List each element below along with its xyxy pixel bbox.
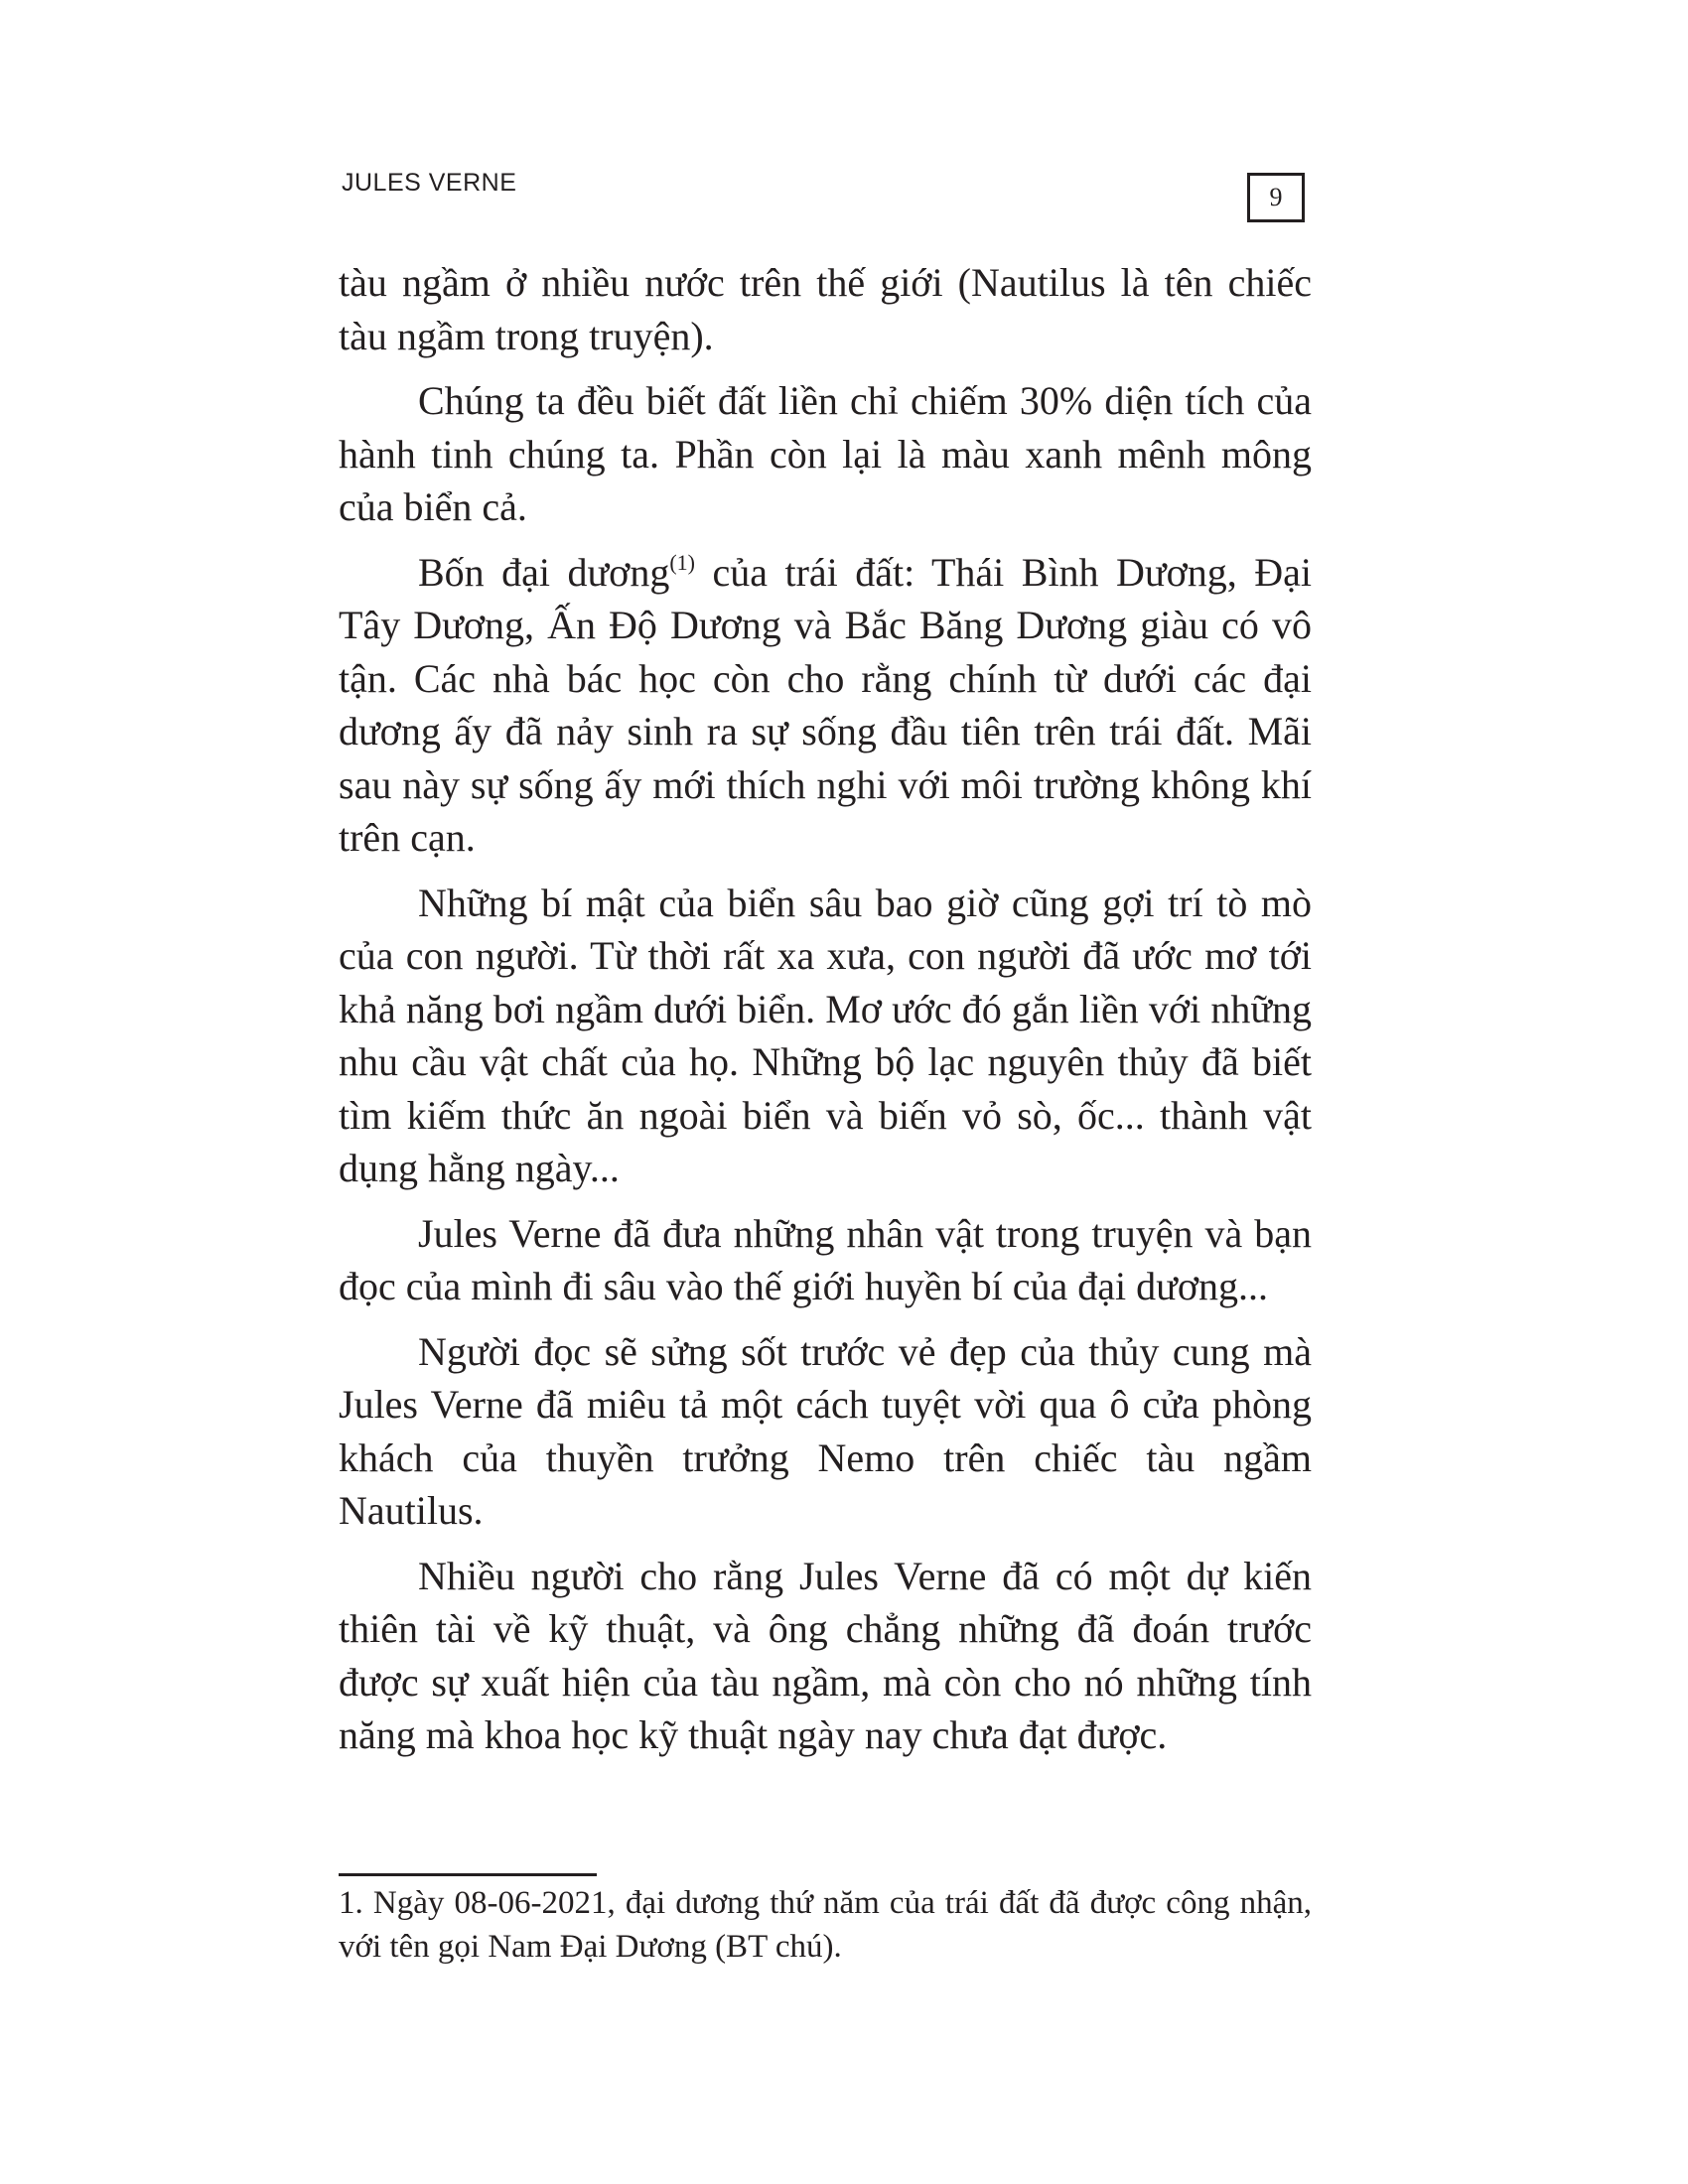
footnote-reference: (1)	[669, 549, 695, 575]
paragraph-3-rest: của trái đất: Thái Bình Dương, Đại Tây Dương, Ấn Độ Dương và Bắc Băng Dương giàu có vô tận. Các nhà bác học còn cho rằng chính từ dưới các đại dương ấy đã nảy sinh ra sự sống đầu tiên trên trái đất. Mãi sau này sự sống ấy mới thích nghi với môi trường không khí trên cạn.	[339, 549, 1312, 860]
footnote-divider	[339, 1873, 597, 1876]
running-head: JULES VERNE	[342, 169, 517, 197]
footnote: 1. Ngày 08-06-2021, đại dương thứ năm của trái đất đã được công nhận, với tên gọi Nam Đại Dương (BT chú).	[339, 1885, 1312, 1965]
body-text	[339, 256, 1312, 1774]
page-number: 9	[1247, 173, 1305, 222]
paragraph-7: Nhiều người cho rằng Jules Verne đã có một dự kiến thiên tài về kỹ thuật, và ông chẳng những đã đoán trước được sự xuất hiện của tàu ngầm, mà còn cho nó những tính năng mà khoa học kỹ thuật ngày nay chưa đạt được.	[339, 1553, 1312, 1757]
paragraph-1: tàu ngầm ở nhiều nước trên thế giới (Nautilus là tên chiếc tàu ngầm trong truyện).	[339, 260, 1312, 358]
paragraph-4: Những bí mật của biển sâu bao giờ cũng gợi trí tò mò của con người. Từ thời rất xa xưa, con người đã ước mơ tới khả năng bơi ngầm dưới biển. Mơ ước đó gắn liền với những nhu cầu vật chất của họ. Những bộ lạc nguyên thủy đã biết tìm kiếm thức ăn ngoài biển và biến vỏ sò, ốc... thành vật dụng hằng ngày...	[339, 880, 1312, 1190]
paragraph-5: Jules Verne đã đưa những nhân vật trong truyện và bạn đọc của mình đi sâu vào thế giới huyền bí của đại dương...	[339, 1210, 1312, 1308]
paragraph-6: Người đọc sẽ sửng sốt trước vẻ đẹp của thủy cung mà Jules Verne đã miêu tả một cách tuyệt vời qua ô cửa phòng khách của thuyền trưởng Nemo trên chiếc tàu ngầm Nautilus.	[339, 1328, 1312, 1533]
paragraph-2: Chúng ta đều biết đất liền chỉ chiếm 30% diện tích của hành tinh chúng ta. Phần còn lại là màu xanh mênh mông của biển cả.	[339, 378, 1312, 529]
paragraph-3-lead: Bốn đại dương	[418, 549, 670, 595]
paragraph-3	[339, 546, 1312, 865]
